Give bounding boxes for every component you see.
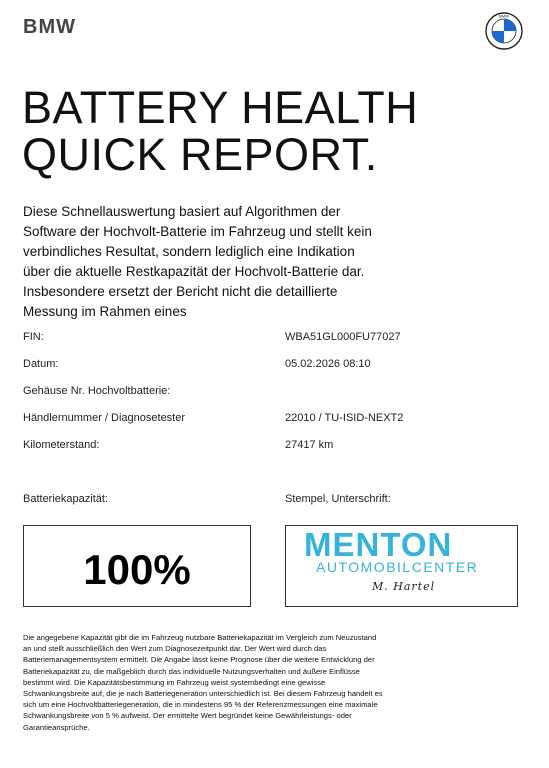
stamp-name: MENTON [304,526,453,563]
field-value-haendler: 22010 / TU-ISID-NEXT2 [285,412,404,424]
disclaimer-text: Die angegebene Kapazität gibt die im Fahrzeug nutzbare Batteriekapazität im Vergleich zum Neuzustand an und stellt ausschließlich den Wert zum Diagnosezeitpunkt dar. Der Wert wird durch das Batteriemanagementsystem ermittelt. Die Angabe lässt keine Prognose über die weitere Entwicklung der Batteriekapazität zu, die maßgeblich durch das individuelle Nutzungsverhalten und äußere Einflüsse bestimmt wird. Die Kapazitätsbestimmung im Fahrzeug weist systembedingt eine gewisse Schwankungsbreite auf, die je nach Batteriegeneration unterschiedlich ist. Bei diesem Fahrzeug handelt es sich um eine Hochvoltbatteriegeneration, die in mindestens 95 % der Referenzmessungen eine maximale Schwankungsbreite von 5 % aufweist. Der ermittelte Wert begründet keine Gewährleistungs- oder Garantieansprüche. [23,633,383,732]
signature: M. Hartel [372,580,436,593]
bmw-logo-icon [485,12,523,50]
field-label-datum: Datum: [23,358,59,370]
capacity-box [23,525,251,607]
capacity-value: 100% [83,546,191,593]
field-label-kilometer: Kilometerstand: [23,439,100,451]
field-label-fin: FIN: [23,331,44,343]
intro-paragraph: Diese Schnellauswertung basiert auf Algorithmen der Software der Hochvolt-Batterie im Fahrzeug und stellt kein verbindliches Resultat, sondern lediglich eine Indikation über die aktuelle Restkapazität der Hochvolt-Batterie dar. Insbesondere ersetzt der Bericht nicht die detaillierte Messung im Rahmen eines [23,204,372,319]
logo-letters: BMW [499,13,509,19]
stamp-label: Stempel, Unterschrift: [285,493,391,505]
field-value-datum: 05.02.2026 08:10 [285,358,371,370]
capacity-label: Batteriekapazität: [23,493,108,505]
stamp-subtitle: AUTOMOBILCENTER [316,559,479,575]
field-value-fin: WBA51GL000FU77027 [285,331,401,343]
brand-wordmark: BMW [23,16,76,38]
field-label-gehaeuse: Gehäuse Nr. Hochvoltbatterie: [23,385,171,397]
page-title: BATTERY HEALTH QUICK REPORT. [22,82,419,180]
field-label-haendler: Händlernummer / Diagnosetester [23,412,186,424]
stamp-box [285,525,518,607]
field-value-kilometer: 27417 km [285,439,334,451]
